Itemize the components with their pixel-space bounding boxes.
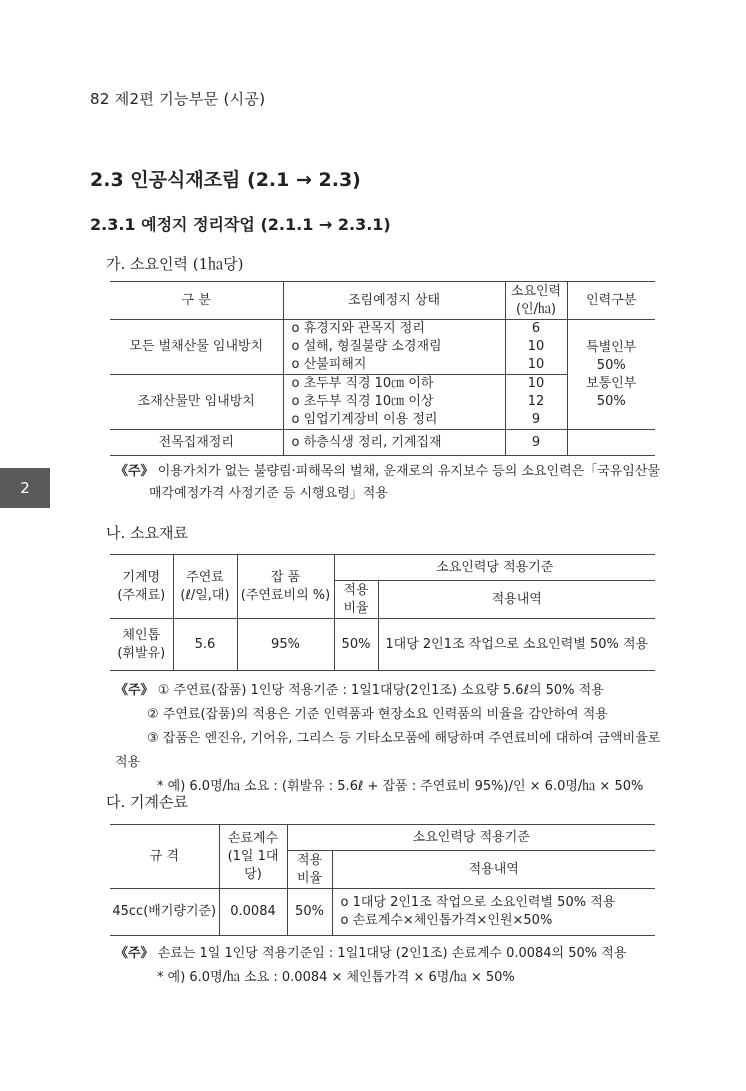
materials-note: 《주》 ① 주연료(잡품) 1인당 적용기준 : 1일1대당(2인1조) 소요량 5.6ℓ의 50% 적용 ② 주연료(잡품)의 적용은 기준 인력품과 현장소요 인력품의 비율을 감안하여 적용 ③ 잡품은 엔진유, 기어유, 그리스 등 기타소모품에 해당하며 주연료비에 대하여 금액비율로 적용 * 예) 6.0명/㏊ 소요 : (휘발유 : 5.6ℓ + 잡품 : 주연료비 95%)/인 × 6.0명/㏊ × 50% [115,683,661,794]
coef-value: 0.0084 [219,889,287,936]
col-header-detail: 적용내역 [378,581,655,619]
col-header-spec: 규 격 [110,825,219,889]
col-header-coef: 손료계수 (1일 1대당) [219,825,287,889]
col-header-standard: 소요인력당 적용기준 [287,825,655,851]
materials-table [110,554,655,671]
condition-list: o 하층식생 정리, 기계집재 [283,430,505,456]
col-header-labor-type: 인력구분 [567,282,655,320]
labor-heading: 가. 소요인력 (1㏊당) [106,255,244,273]
row-label: 전목집재정리 [110,430,283,456]
col-header-machine: 기계명 (주재료) [110,555,173,619]
col-header-site-condition: 조림예정지 상태 [283,282,505,320]
subsection-title: 2.3.1 예정지 정리작업 (2.1.1 → 2.3.1) [90,215,391,234]
labor-note: 《주》 이용가치가 없는 불량림·피해목의 벌채, 운재로의 유지보수 등의 소요인력은「국유임산물 매각예정가격 사정기준 등 시행요령」적용 [115,464,660,501]
detail-value: o 1대당 2인1조 작업으로 소요인력별 50% 적용 o 손료계수×체인톱가격×인원×50% [332,889,655,936]
table-row [110,889,655,936]
materials-heading: 나. 소요재료 [106,524,188,542]
labor-values: 9 [505,430,567,456]
col-header-ratio: 적용 비율 [287,851,332,889]
detail-value: 1대당 2인1조 작업으로 소요인력별 50% 적용 [378,619,655,671]
labor-values: 10 12 9 [505,375,567,430]
condition-list: o 휴경지와 관목지 정리 o 설해, 형질불량 소경재림 o 산불피해지 [283,320,505,375]
table-row [110,320,655,375]
table-row [110,430,655,456]
col-header-labor-required: 소요인력 (인/㏊) [505,282,567,320]
col-header-ratio: 적용 비율 [334,581,378,619]
col-header-fuel: 주연료 (ℓ/일,대) [173,555,237,619]
labor-table [110,281,655,456]
col-header-category: 구 분 [110,282,283,320]
depreciation-table [110,824,655,936]
chapter-side-tab: 2 [0,468,50,508]
section-title: 2.3 인공식재조림 (2.1 → 2.3) [90,169,361,191]
ratio-value: 50% [334,619,378,671]
row-label: 모든 벌채산물 임내방치 [110,320,283,375]
table-row [110,619,655,671]
page-header: 82 제2편 기능부문 (시공) [90,90,266,108]
depreciation-heading: 다. 기계손료 [106,793,188,811]
labor-type-cell: 특별인부 50% 보통인부 50% [567,320,655,430]
condition-list: o 초두부 직경 10㎝ 이하 o 초두부 직경 10㎝ 이상 o 임업기계장비 이용 정리 [283,375,505,430]
depreciation-note: 《주》 손료는 1일 1인당 적용기준임 : 1일1대당 (2인1조) 손료계수 0.0084의 50% 적용 * 예) 6.0명/㏊ 소요 : 0.0084 × 체인톱가격 × 6명/㏊ × 50% [115,946,627,985]
col-header-detail: 적용내역 [332,851,655,889]
misc-value: 95% [237,619,334,671]
col-header-standard: 소요인력당 적용기준 [334,555,655,581]
ratio-value: 50% [287,889,332,936]
col-header-misc: 잡 품 (주연료비의 %) [237,555,334,619]
fuel-value: 5.6 [173,619,237,671]
spec-value: 45cc(배기량기준) [110,889,219,936]
machine-name: 체인톱 (휘발유) [110,619,173,671]
labor-values: 6 10 10 [505,320,567,375]
row-label: 조재산물만 임내방치 [110,375,283,430]
